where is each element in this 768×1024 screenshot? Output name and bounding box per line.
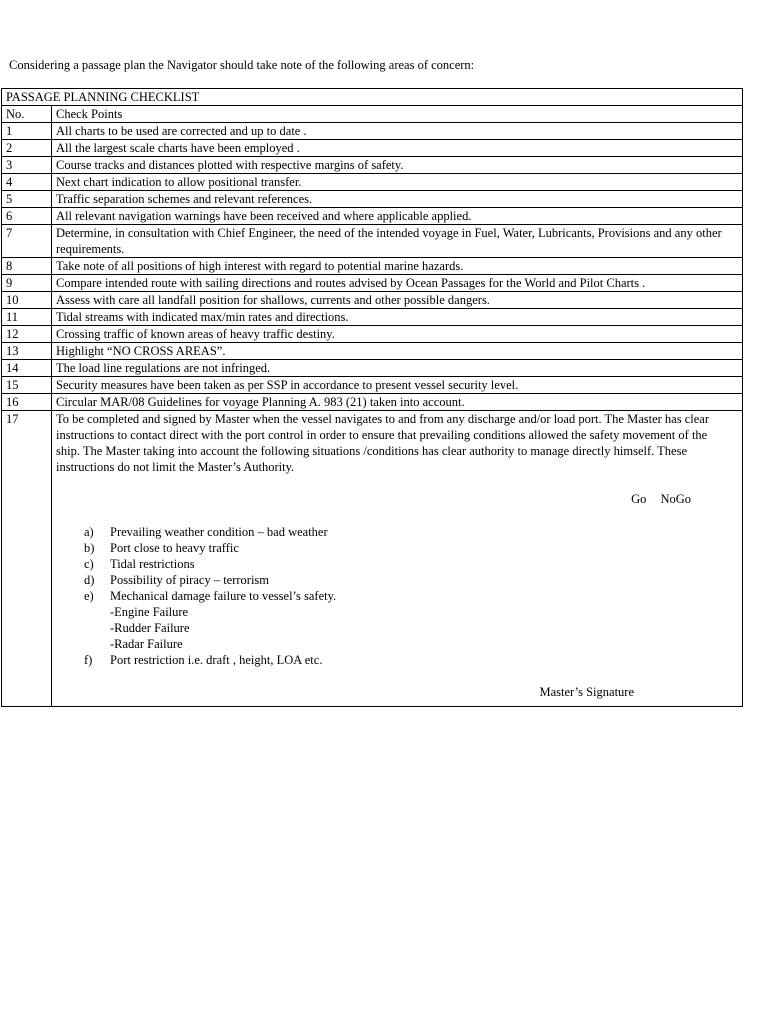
row-number: 13 xyxy=(2,343,52,360)
check-point: Course tracks and distances plotted with respective margins of safety. xyxy=(52,157,743,174)
dash-marker: - xyxy=(110,621,115,635)
item-text: Port close to heavy traffic xyxy=(110,541,239,555)
list-item xyxy=(84,588,742,604)
check-point: All relevant navigation warnings have been received and where applicable applied. xyxy=(52,208,743,225)
table-row xyxy=(2,326,743,343)
check-point: Compare intended route with sailing directions and routes advised by Ocean Passages for the World and Pilot Charts . xyxy=(52,275,743,292)
list-item xyxy=(84,556,742,572)
item-marker: f) xyxy=(84,653,93,667)
row-number: 4 xyxy=(2,174,52,191)
check-point: Assess with care all landfall position for shallows, currents and other possible dangers. xyxy=(52,292,743,309)
table-row xyxy=(2,225,743,258)
list-item xyxy=(84,652,742,668)
row-number: 7 xyxy=(2,225,52,258)
check-point: Next chart indication to allow positional transfer. xyxy=(52,174,743,191)
list-item xyxy=(84,572,742,588)
masters-signature-label: Master’s Signature xyxy=(539,685,634,699)
check-point: Crossing traffic of known areas of heavy traffic destiny. xyxy=(52,326,743,343)
row-number: 6 xyxy=(2,208,52,225)
failure-text: Radar Failure xyxy=(114,637,183,651)
row-number: 17 xyxy=(2,411,52,707)
item-marker: a) xyxy=(84,525,94,539)
table-row xyxy=(2,343,743,360)
list-item xyxy=(84,524,742,540)
check-point: Circular MAR/08 Guidelines for voyage Planning A. 983 (21) taken into account. xyxy=(52,394,743,411)
master-authority-cell xyxy=(52,411,743,707)
row-number: 15 xyxy=(2,377,52,394)
row-number: 9 xyxy=(2,275,52,292)
check-point: Tidal streams with indicated max/min rates and directions. xyxy=(52,309,743,326)
situations-list xyxy=(56,524,742,668)
item-marker: d) xyxy=(84,573,95,587)
item-marker: c) xyxy=(84,557,94,571)
go-nogo-row xyxy=(56,491,742,508)
row-number: 11 xyxy=(2,309,52,326)
table-row xyxy=(2,309,743,326)
check-point: All the largest scale charts have been employed . xyxy=(52,140,743,157)
column-header-no: No. xyxy=(2,106,52,123)
column-header-check-points: Check Points xyxy=(52,106,743,123)
row-number: 3 xyxy=(2,157,52,174)
check-point: Take note of all positions of high interest with regard to potential marine hazards. xyxy=(52,258,743,275)
check-point: Determine, in consultation with Chief Engineer, the need of the intended voyage in Fuel, Water, Lubricants, Provisions and any other requirements. xyxy=(52,225,743,258)
table-row xyxy=(2,360,743,377)
check-point: Highlight “NO CROSS AREAS”. xyxy=(52,343,743,360)
item-marker: e) xyxy=(84,589,94,603)
master-authority-paragraph: To be completed and signed by Master when the vessel navigates to and from any discharge and/or load port. The Master has clear instructions to contact direct with the port control in order to ensure that prevailing conditions allowed the safety movement of the ship. The Master taking into account the following situations /conditions has clear authority to manage directly himself. These instructions do not limit the Master’s Authority. xyxy=(56,412,709,474)
list-item xyxy=(84,620,742,636)
failure-text: Engine Failure xyxy=(114,605,189,619)
table-row xyxy=(2,208,743,225)
check-point: The load line regulations are not infringed. xyxy=(52,360,743,377)
table-row xyxy=(2,292,743,309)
row-number: 16 xyxy=(2,394,52,411)
row-number: 1 xyxy=(2,123,52,140)
row-number: 5 xyxy=(2,191,52,208)
table-row xyxy=(2,140,743,157)
passage-planning-checklist xyxy=(1,88,743,707)
item-marker: b) xyxy=(84,541,95,555)
intro-text: Considering a passage plan the Navigator should take note of the following areas of concern: xyxy=(9,58,475,72)
item-text: Mechanical damage failure to vessel’s safety. xyxy=(110,589,337,603)
nogo-label: NoGo xyxy=(660,492,691,506)
list-item xyxy=(84,604,742,620)
list-item xyxy=(84,540,742,556)
check-point: Security measures have been taken as per SSP in accordance to present vessel security level. xyxy=(52,377,743,394)
table-row xyxy=(2,174,743,191)
item-text: Tidal restrictions xyxy=(110,557,195,571)
row-number: 12 xyxy=(2,326,52,343)
table-row xyxy=(2,394,743,411)
table-row xyxy=(2,275,743,292)
list-item xyxy=(84,636,742,652)
check-point: All charts to be used are corrected and up to date . xyxy=(52,123,743,140)
row-number: 8 xyxy=(2,258,52,275)
check-point: Traffic separation schemes and relevant references. xyxy=(52,191,743,208)
row-number: 2 xyxy=(2,140,52,157)
table-row xyxy=(2,258,743,275)
row-number: 14 xyxy=(2,360,52,377)
failure-text: Rudder Failure xyxy=(114,621,190,635)
table-row xyxy=(2,123,743,140)
table-row xyxy=(2,191,743,208)
item-text: Port restriction i.e. draft , height, LOA etc. xyxy=(110,653,323,667)
dash-marker: - xyxy=(110,605,115,619)
row-number: 10 xyxy=(2,292,52,309)
checklist-title: PASSAGE PLANNING CHECKLIST xyxy=(2,89,743,106)
item-text: Possibility of piracy – terrorism xyxy=(110,573,270,587)
item-text: Prevailing weather condition – bad weather xyxy=(110,525,328,539)
go-label: Go xyxy=(631,492,647,506)
table-row xyxy=(2,157,743,174)
table-row-master-authority xyxy=(2,411,743,707)
dash-marker: - xyxy=(110,637,115,651)
table-row xyxy=(2,377,743,394)
